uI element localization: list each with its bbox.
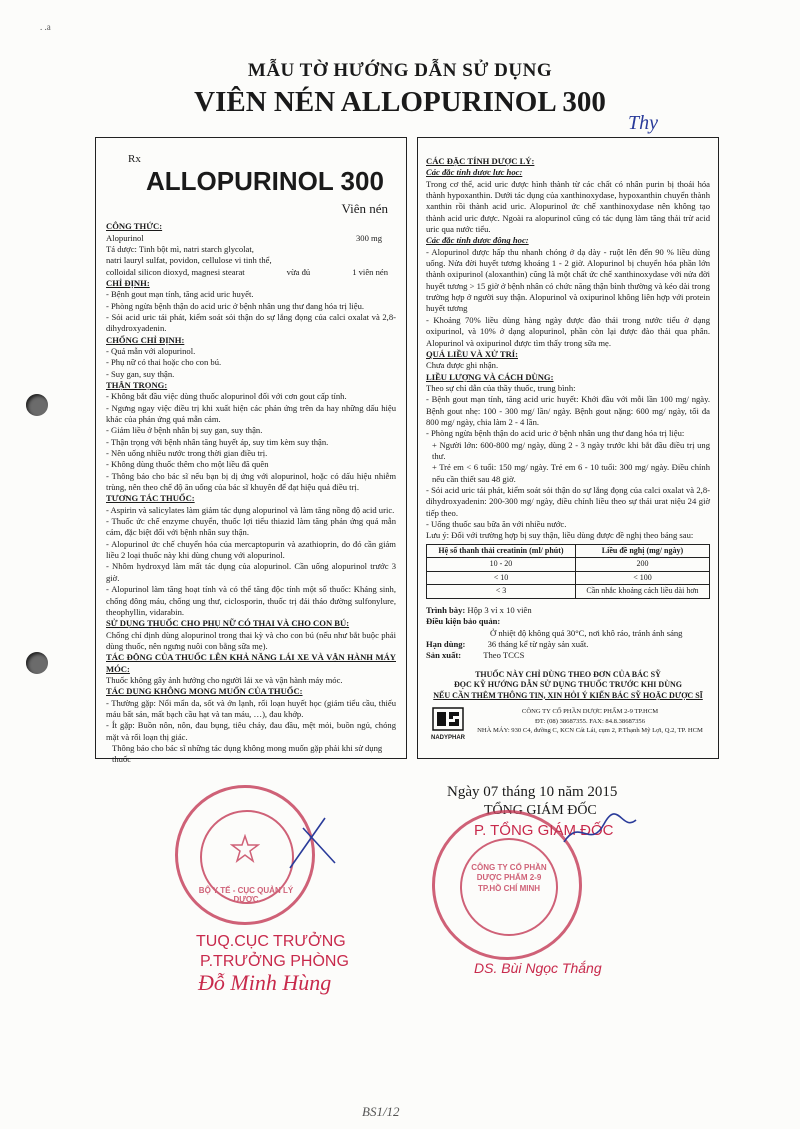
pharmacokinetics-heading: Các đặc tính dược động học: [426,235,529,246]
warning-line: ĐỌC KỸ HƯỚNG DẪN SỬ DỤNG THUỐC TRƯỚC KHI DÙNG [454,680,682,690]
caution-item: - Nên uống nhiều nước trong thời gian điều trị. [106,448,268,459]
excipients-line: Tá dược: Tinh bột mì, natri starch glycolat, [106,243,254,254]
pack-label: Trình bày: [426,604,466,615]
driving-text: Thuốc không gây ảnh hưởng cho người lái xe và vận hành máy móc. [106,674,343,685]
caution-item: - Giảm liều ở bệnh nhân bị suy gan, suy thận. [106,425,263,436]
signatory-name: DS. Bùi Ngọc Thắng [474,960,602,976]
caution-item: - Thông báo cho bác sĩ nếu bạn bị dị ứng với alopurinol, hoặc có dấu hiệu nhiễm trùng, nên theo chế độ ăn uống của bác sĩ khuyên để đạt hiệu quả điều trị. [106,470,396,493]
pharmacokinetics-text: - Alopurinol được hấp thu nhanh chóng ở dạ dày - ruột lên đến 90 % liều dùng uống. Nửa đời huyết tương khoảng 1 - 2 giờ. Alopurinol bị chuyển hóa phần lớn thành oxipurinol (aloxanthin) cũng là một chất ức chế xanthinoxydase với nửa đời huyết tương > 15 giờ ở bệnh nhân có chức năng thận bình thường và kéo dài trong trường hợp ở người suy thận. Alopurinol và oxipurinol không liên hợp với protein huyết tương [426,246,710,314]
table-cell: < 3 [427,585,576,599]
pharmacodynamics-heading: Các đặc tính dược lực học: [426,167,523,178]
overdose-heading: QUÁ LIỀU VÀ XỬ TRÍ: [426,348,518,359]
indication-item: - Phòng ngừa bệnh thận do acid uric ở bệnh nhân ung thư đang hóa trị liệu. [106,300,365,311]
dosage-text: - Phòng ngừa bệnh thận do acid uric ở bệnh nhân ung thư đang hóa trị liệu: [426,428,685,439]
pharmacokinetics-text: - Khoảng 70% liều dùng hàng ngày được đào thải trong nước tiểu ở dạng oxipurinol, và 10% ở dạng alopurinol, phần còn lại được đào thải qua phân. Alopurinol và oxipurinol được tìm thấy trong sữa mẹ. [426,314,710,348]
caution-item: - Không bắt đầu việc dùng thuốc alopurinol đối với cơn gout cấp tính. [106,391,347,402]
dosage-form: Viên nén [341,201,388,216]
caution-item: - Ngưng ngay việc điều trị khi xuất hiện các phản ứng trên da hay những dấu hiệu khác của phản ứng quá mẫn cảm. [106,402,396,424]
unit-label: 1 viên nén [352,266,388,277]
adverse-effect-note: Thông báo cho bác sĩ những tác dụng không mong muốn gặp phải khi sử dụng thuốc [112,742,383,765]
packaging-block [426,605,710,662]
adverse-effect-item: - Ít gặp: Buồn nôn, nôn, đau bụng, tiêu chảy, đau đầu, mệt mỏi, buồn ngủ, chóng mặt và rối loạn thị giác. [106,720,396,742]
caution-item: - Thận trọng với bệnh nhân tăng huyết áp, suy tim kèm suy thận. [106,436,329,447]
active-amount: 300 mg [355,232,382,243]
dosage-text: - Uống thuốc sau bữa ăn với nhiều nước. [426,519,567,529]
manufacturer-name: CÔNG TY CỔ PHẦN DƯỢC PHẨM 2-9 TP.HCM [521,708,659,716]
punch-hole-top [26,394,48,416]
cautions-heading: THẬN TRỌNG: [106,379,168,390]
document-title: VIÊN NÉN ALLOPURINOL 300 [194,86,606,118]
renal-dose-table [426,544,710,599]
interaction-item: - Aspirin và salicylates làm giảm tác dụng alopurinol và làm tăng nồng độ acid uric. [106,504,395,515]
signature-date: Ngày 07 tháng 10 năm 2015 [447,784,618,800]
manufacturer-contact: ĐT: (08) 38687355. FAX: 84.8.38687356 [535,717,645,725]
pregnancy-heading: SỬ DỤNG THUỐC CHO PHỤ NỮ CÓ THAI VÀ CHO CON BÚ: [106,618,350,629]
indications-heading: CHỈ ĐỊNH: [106,277,150,288]
formula-heading: CÔNG THỨC: [106,221,163,232]
punch-hole-bottom [26,652,48,674]
dosage-text: - Sỏi acid uric tái phát, kiểm soát sỏi thận do sự lắng đọng của calci oxalat và 2,8-dihydroxyadenin: 200-300 mg/ ngày, điều chỉnh liều theo sự thải urat niệu 24 giờ tiếp theo. [426,484,710,518]
table-cell: Cần nhắc khoảng cách liều dài hơn [575,585,709,599]
manufacturer-address: NHÀ MÁY: 930 C4, đường C, KCN Cát Lái, cụm 2, P.Thạnh Mỹ Lợi, Q.2, TP. HCM [477,727,703,735]
table-row [427,558,710,572]
standard-value: Theo TCCS [483,650,525,661]
signatory-role-stamp: P. TỔNG GIÁM ĐỐC [474,822,614,839]
contraindication-item: - Quá mẫn với alopurinol. [106,345,196,356]
dosage-text: Theo sự chỉ dẫn của thầy thuốc, trung bình: [426,382,576,393]
pharmacodynamics-text: Trong cơ thể, acid uric được hình thành từ các chất có nhân purin bị thoái hóa thành hypoxanthin. Dưới tác dụng của xanthinoxydase, hypoxanthin chuyển thành xanthin rồi thành acid uric. Alopurinol ức chế xanthinoxydase nên không tạo thành acid uric được. Ngoài ra alopurinol cũng có tác dụng làm tăng thải trừ acid uric qua nước tiểu. [426,178,710,235]
warnings-block [426,670,710,702]
left-leaflet-panel [95,137,407,765]
pregnancy-text: Chống chỉ định dùng alopurinol trong thai kỳ và cho con bú (nếu như bắt buộc phải dùng thuốc, nên ngưng nuôi con bằng sữa mẹ). [106,629,396,651]
indication-item: - Bệnh gout mạn tính, tăng acid uric huyết. [106,289,254,300]
dosage-text: + Trẻ em < 6 tuổi: 150 mg/ ngày. Trẻ em 6 - 10 tuổi: 300 mg/ ngày. Điều chỉnh nếu cần thiết sau 48 giờ. [432,462,710,484]
excipients-line: colloidal silicon dioxyd, magnesi stearat [106,266,245,277]
logo-text: NADYPHAR [430,734,465,741]
stamp-text: BỘ Y TẾ - CỤC QUẢN LÝ DƯỢC [198,886,294,904]
pharmacology-heading: CÁC ĐẶC TÍNH DƯỢC LÝ: [426,156,535,166]
right-leaflet-panel [417,137,719,759]
logo-mark-icon [432,707,464,731]
interaction-item: - Alopurinol ức chế chuyển hóa của mercaptopurin và azathioprin, do đó cần giảm liều 2 loại thuốc này khi dùng chung với alopurinol. [106,538,396,561]
expiry-label: Hạn dùng: [426,638,466,649]
contraindication-item: - Phụ nữ có thai hoặc cho con bú. [106,357,222,368]
formula-row [106,267,396,278]
formula-row [106,233,396,244]
storage-value: Ở nhiệt độ không quá 30°C, nơi khô ráo, tránh ánh sáng [490,627,683,638]
table-cell: < 10 [427,571,576,585]
initials-signature: Thy [628,112,658,134]
expiry-value: 36 tháng kể từ ngày sản xuất. [487,638,589,649]
authority-title: P.TRƯỞNG PHÒNG [200,953,349,970]
emblem-star-icon [230,834,260,864]
rx-symbol: Rx [128,153,141,165]
warning-line: THUỐC NÀY CHỈ DÙNG THEO ĐƠN CỦA BÁC SỸ [475,669,661,679]
standard-label: Sản xuất: [426,650,462,661]
contraindications-heading: CHỐNG CHỈ ĐỊNH: [106,334,185,345]
authority-title: TUQ.CỤC TRƯỞNG [196,933,346,950]
active-ingredient: Alopurinol [106,232,144,243]
adverse-effect-item: - Thường gặp: Nổi mẩn da, sốt và ớn lạnh, rối loạn huyết học (giảm tiểu cầu, thiếu máu bất sản, mất bạch cầu hạt và tan máu, …), đau khớp. [106,697,396,719]
document-subtitle: MẪU TỜ HƯỚNG DẪN SỬ DỤNG [247,60,553,81]
handwritten-reference: BS1/12 [362,1104,400,1119]
handwritten-signature-right [560,812,640,852]
adverse-effects-heading: TÁC DỤNG KHÔNG MONG MUỐN CỦA THUỐC: [106,686,303,697]
corner-mark: . .a [40,22,51,32]
driving-heading: TÁC ĐỘNG CỦA THUỐC LÊN KHẢ NĂNG LÁI XE VÀ VẬN HÀNH MÁY MÓC: [106,652,396,674]
pack-value: Hộp 3 vỉ x 10 viên [467,604,532,615]
overdose-text: Chưa được ghi nhận. [426,360,499,371]
signatory-role: TỔNG GIÁM ĐỐC [484,803,597,818]
manufacturer-block [426,707,710,742]
table-header-row [427,544,710,558]
authority-signatory-name: Đỗ Minh Hùng [198,970,332,995]
dosage-text: - Bệnh gout mạn tính, tăng acid uric huyết: Khởi đầu với mỗi lần 100 mg/ ngày. Bệnh gout nhẹ: 100 - 300 mg/ lần/ ngày. Bệnh gout nặng: 600 mg/ ngày, tối đa 800 mg/ ngày, chia làm 2 - 4 lần. [426,394,710,427]
interaction-item: - Nhôm hydroxyd làm mất tác dụng của alopurinol. Cần uống alopurinol trước 3 giờ. [106,561,396,583]
interaction-item: - Alopurinol làm tăng hoạt tính và có thể tăng độc tính một số thuốc: Kháng sinh, chống đông máu, chống ung thư, ciclosporin, thuốc trị đái tháo đường sulfonylure, theophyllin, vidarabin. [106,584,396,617]
dosage-note: Lưu ý: Đối với trường hợp bị suy thận, liều dùng được đề nghị theo bảng sau: [426,530,694,541]
contraindication-item: - Suy gan, suy thận. [106,368,175,379]
table-header-cell: Hệ số thanh thải creatinin (ml/ phút) [427,544,576,558]
caution-item: - Không dùng thuốc thêm cho một liều đã quên [106,459,269,470]
dosage-heading: LIỀU LƯỢNG VÀ CÁCH DÙNG: [426,371,554,382]
indication-item: - Sỏi acid uric tái phát, kiểm soát sỏi thận do sự lắng đọng của calci oxalat và 2,8-dihydroxyadenin. [106,311,396,334]
table-cell: < 100 [575,571,709,585]
storage-label: Điều kiện bảo quản: [426,616,501,627]
handwritten-mark-left [285,808,345,878]
table-cell: 200 [575,558,709,572]
brand-name: ALLOPURINOL 300 [146,166,384,196]
table-header-cell: Liều đề nghị (mg/ ngày) [575,544,709,558]
table-row [427,585,710,599]
interaction-item: - Thuốc ức chế enzyme chuyển, thuốc lợi tiểu thiazid làm tăng phản ứng quá mẫn cảm, đặc biệt đối với bệnh nhân suy thận. [106,516,396,538]
stamp-text: CÔNG TY CỔ PHẦN DƯỢC PHẨM 2-9 TP.HỒ CHÍ MINH [471,863,547,893]
company-logo [426,707,470,742]
interactions-heading: TƯƠNG TÁC THUỐC: [106,493,195,504]
qs-label: vừa đủ [286,266,311,277]
warning-line: NẾU CẦN THÊM THÔNG TIN, XIN HỎI Ý KIẾN BÁC SỸ HOẶC DƯỢC SĨ [433,690,703,700]
excipients-line: natri lauryl sulfat, povidon, cellulose vi tinh thể, [106,255,272,266]
dosage-text: + Người lớn: 600-800 mg/ ngày, dùng 2 - 3 ngày trước khi bắt đầu điều trị ung thư. [432,439,710,461]
table-row [427,571,710,585]
table-cell: 10 - 20 [427,558,576,572]
